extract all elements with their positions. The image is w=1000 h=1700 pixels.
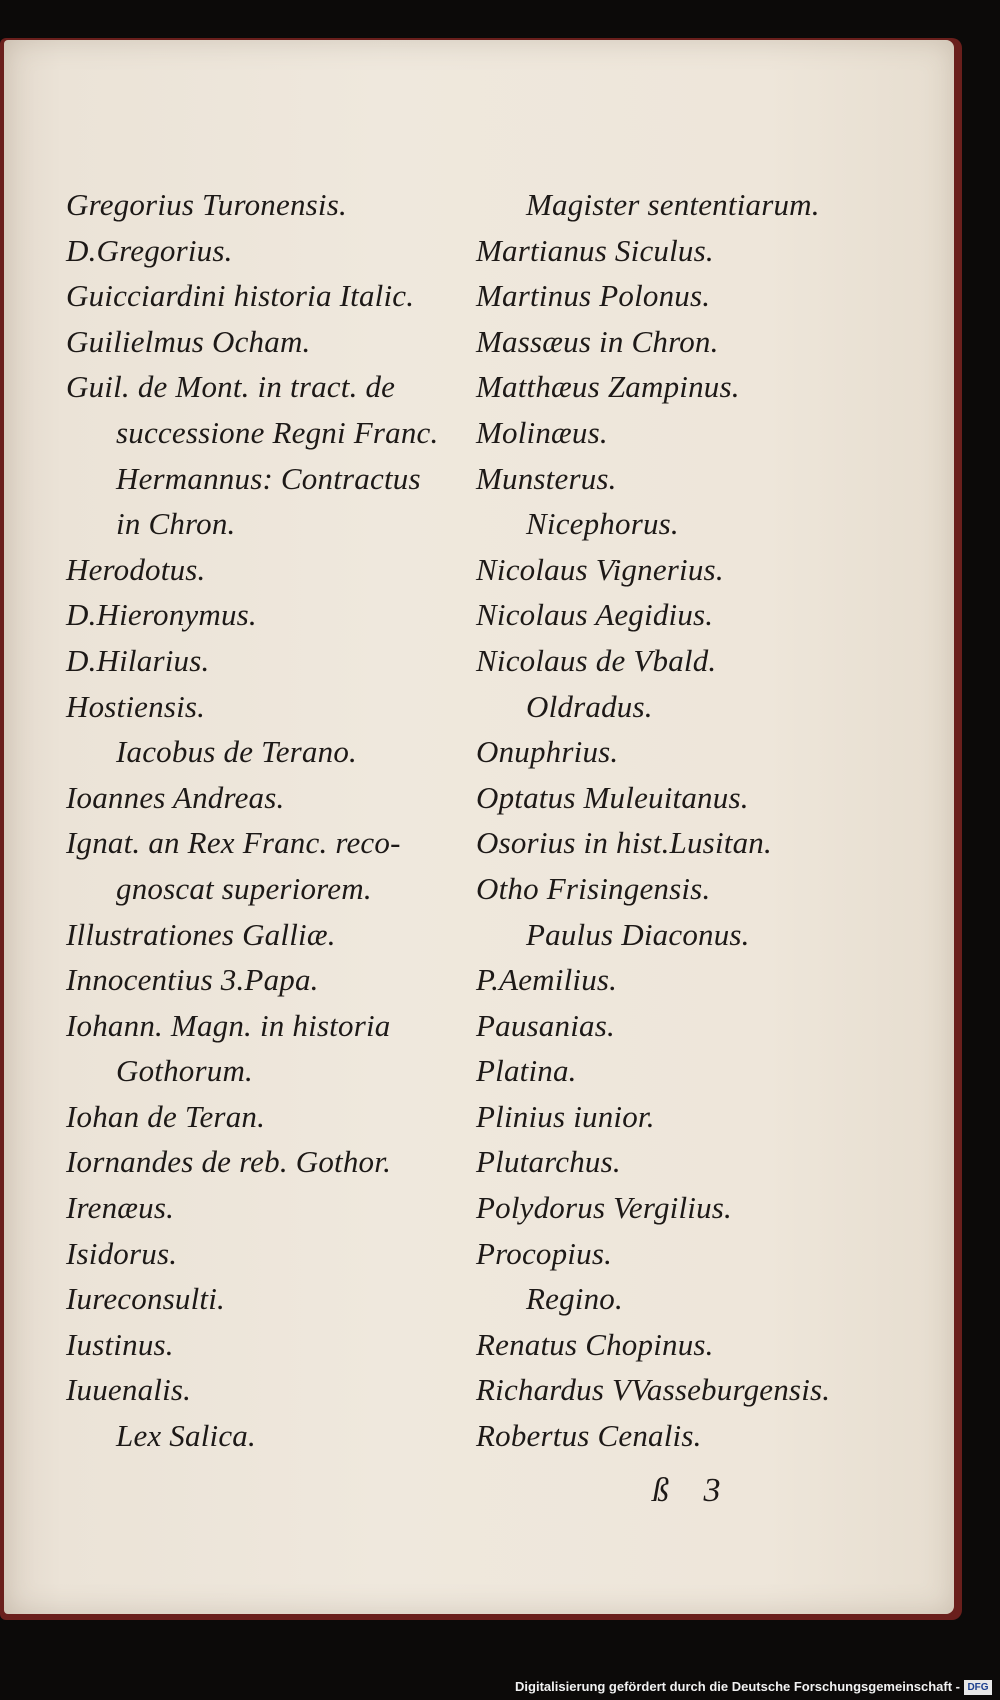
index-entry: Molinæus. — [476, 414, 608, 450]
right-column — [476, 182, 876, 1459]
index-entry: Munsterus. — [476, 460, 617, 496]
index-entry: Iuuenalis. — [66, 1372, 192, 1408]
index-entry: Iohan de Teran. — [66, 1098, 266, 1134]
signature-mark: ß 3 — [652, 1472, 721, 1509]
index-entry: Optatus Muleuitanus. — [476, 779, 749, 815]
index-entry: Otho Frisingensis. — [476, 870, 711, 906]
index-entry: Guicciardini historia Italic. — [66, 278, 415, 314]
index-entry: Iustinus. — [66, 1326, 174, 1362]
index-entry: Guilielmus Ocham. — [66, 323, 311, 359]
index-entry: Isidorus. — [66, 1235, 178, 1271]
index-entry: Herodotus. — [66, 551, 206, 587]
index-entry: Paulus Diaconus. — [526, 916, 750, 952]
index-entry: Robertus Cenalis. — [476, 1418, 702, 1454]
index-entry: Magister sententiarum. — [526, 187, 820, 222]
index-entry: Martianus Siculus. — [476, 232, 714, 268]
index-entry: Polydorus Vergilius. — [476, 1190, 733, 1226]
index-entry: Nicolaus Vignerius. — [476, 551, 724, 587]
index-entry: Matthæus Zampinus. — [476, 369, 740, 405]
index-entry: Nicolaus de Vbald. — [476, 642, 717, 678]
index-entry: D.Gregorius. — [66, 232, 233, 268]
index-entry: Gothorum. — [116, 1053, 254, 1089]
index-entry: Richardus VVasseburgensis. — [476, 1372, 831, 1408]
index-entry: Lex Salica. — [116, 1418, 256, 1454]
index-entry: successione Regni Franc. — [116, 414, 439, 450]
index-entry: Nicephorus. — [526, 506, 679, 542]
index-entry: Massæus in Chron. — [476, 323, 719, 359]
index-entry: D.Hieronymus. — [66, 597, 257, 633]
index-entry: Iureconsulti. — [66, 1281, 226, 1317]
index-entry: Irenæus. — [66, 1190, 175, 1226]
index-entry: Regino. — [526, 1281, 623, 1317]
index-entry: Gregorius Turonensis. — [66, 187, 347, 222]
dfg-logo: DFG — [964, 1680, 992, 1695]
index-entry: Oldradus. — [526, 688, 653, 724]
index-entry: Onuphrius. — [476, 734, 619, 770]
index-entry: gnoscat superiorem. — [116, 870, 372, 906]
digitization-credit: Digitalisierung gefördert durch die Deutsche Forschungsgemeinschaft - — [515, 1679, 960, 1694]
left-column — [66, 182, 466, 1459]
index-entry: Guil. de Mont. in tract. de — [66, 369, 396, 405]
index-entry: Plutarchus. — [476, 1144, 621, 1180]
index-entry: Nicolaus Aegidius. — [476, 597, 714, 633]
index-entry: Renatus Chopinus. — [476, 1326, 714, 1362]
index-entry: Pausanias. — [476, 1007, 615, 1043]
index-entry: Innocentius 3.Papa. — [66, 962, 319, 998]
index-entry: Plinius iunior. — [476, 1098, 655, 1134]
index-entry: Osorius in hist.Lusitan. — [476, 825, 772, 861]
index-entry: Ioannes Andreas. — [66, 779, 285, 815]
index-entry: Ignat. an Rex Franc. reco- — [66, 825, 401, 861]
index-entry: Illustrationes Galliæ. — [66, 916, 336, 952]
index-entry: D.Hilarius. — [66, 642, 210, 678]
index-entry: Hostiensis. — [66, 688, 206, 724]
index-entry: Iohann. Magn. in historia — [66, 1007, 391, 1043]
index-entry: Martinus Polonus. — [476, 278, 711, 314]
index-entry: P.Aemilius. — [476, 962, 618, 998]
index-entry: Iornandes de reb. Gothor. — [66, 1144, 392, 1180]
index-entry: Hermannus: Contractus — [116, 460, 421, 496]
index-entry: in Chron. — [116, 506, 236, 542]
index-entry: Platina. — [476, 1053, 577, 1089]
index-entry: Iacobus de Terano. — [116, 734, 357, 770]
book-page — [4, 40, 954, 1614]
index-entry: Procopius. — [476, 1235, 613, 1271]
